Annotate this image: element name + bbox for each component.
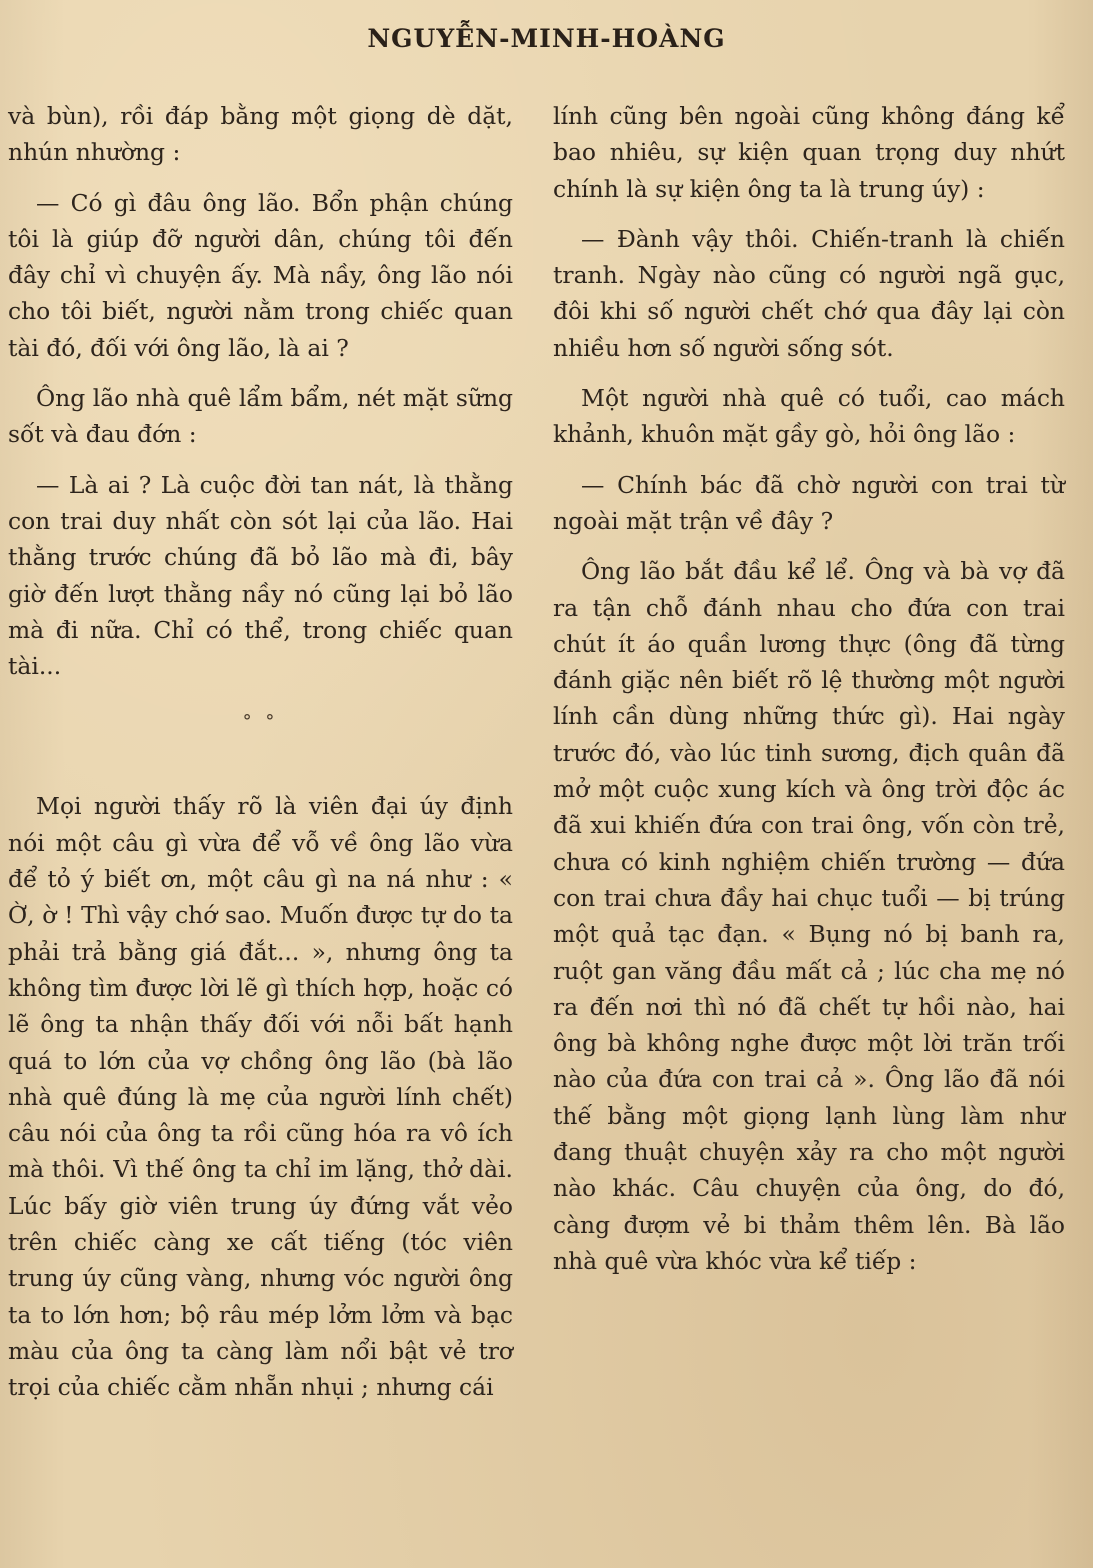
paragraph: và bùn), rồi đáp bằng một giọng dè dặt, nhún nhường : [8,102,513,167]
section-separator: ° ° [242,711,279,733]
paragraph: Một người nhà quê có tuổi, cao mách khảnh, khuôn mặt gầy gò, hỏi ông lão : [553,384,1065,449]
left-column [8,98,513,1406]
paragraph: Ông lão nhà quê lẩm bẩm, nét mặt sững sốt và đau đớn : [8,384,513,449]
right-column [553,98,1065,1279]
paragraph: Mọi người thấy rõ là viên đại úy định nói một câu gì vừa để vỗ về ông lão vừa để tỏ ý biết ơn, một câu gì na ná như : « Ờ, ờ ! Thì vậy chớ sao. Muốn được tự do ta phải trả bằng giá đắt... », nhưng ông ta không tìm được lời lẽ gì thích hợp, hoặc có lẽ ông ta nhận thấy đối với nỗi bất hạnh quá to lớn của vợ chồng ông lão (bà lão nhà quê đúng là mẹ của người lính chết) câu nói của ông ta rồi cũng hóa ra vô ích mà thôi. Vì thế ông ta chỉ im lặng, thở dài. Lúc bấy giờ viên trung úy đứng vắt vẻo trên chiếc càng xe cất tiếng (tóc viên trung úy cũng vàng, nhưng vóc người ông ta to lớn hơn; bộ râu mép lởm lởm và bạc màu của ông ta càng làm nổi bật vẻ trơ trọi của chiếc cằm nhẵn nhụi ; nhưng cái [8,792,513,1402]
paragraph: — Đành vậy thôi. Chiến-tranh là chiến tranh. Ngày nào cũng có người ngã gục, đôi khi số người chết chớ qua đây lại còn nhiều hơn số người sống sót. [553,224,1065,362]
paragraph: — Là ai ? Là cuộc đời tan nát, là thằng con trai duy nhất còn sót lại của lão. Hai thằng trước chúng đã bỏ lão mà đi, bây giờ đến lượt thằng nầy nó cũng lại bỏ lão mà đi nữa. Chỉ có thể, trong chiếc quan tài... [8,470,513,681]
paragraph: — Có gì đâu ông lão. Bổn phận chúng tôi là giúp đỡ người dân, chúng tôi đến đây chỉ vì chuyện ấy. Mà nầy, ông lão nói cho tôi biết, người nằm trong chiếc quan tài đó, đối với ông lão, là ai ? [8,188,513,362]
running-header: NGUYỄN-MINH-HOÀNG [367,24,726,53]
paragraph: Ông lão bắt đầu kể lể. Ông và bà vợ đã ra tận chỗ đánh nhau cho đứa con trai chút ít áo quần lương thực (ông đã từng đánh giặc nên biết rõ lệ thường một người lính cần dùng những thức gì). Hai ngày trước đó, vào lúc tinh sương, địch quân đã mở một cuộc xung kích và ông trời độc ác đã xui khiến đứa con trai ông, vốn còn trẻ, chưa có kinh nghiệm chiến trường — đứa con trai chưa đầy hai chục tuổi — bị trúng một quả tạc đạn. « Bụng nó bị banh ra, ruột gan văng đầu mất cả ; lúc cha mẹ nó ra đến nơi thì nó đã chết tự hồi nào, hai ông bà không nghe được một lời trăn trối nào của đứa con trai cả ». Ông lão đã nói thế bằng một giọng lạnh lùng làm như đang thuật chuyện xảy ra cho một người nào khác. Câu chuyện của ông, do đó, càng đượm vẻ bi thảm thêm lên. Bà lão nhà quê vừa khóc vừa kể tiếp : [553,557,1065,1275]
paragraph: — Chính bác đã chờ người con trai từ ngoài mặt trận về đây ? [553,470,1065,535]
paragraph: lính cũng bên ngoài cũng không đáng kể bao nhiêu, sự kiện quan trọng duy nhứt chính là sự kiện ông ta là trung úy) : [553,102,1065,203]
